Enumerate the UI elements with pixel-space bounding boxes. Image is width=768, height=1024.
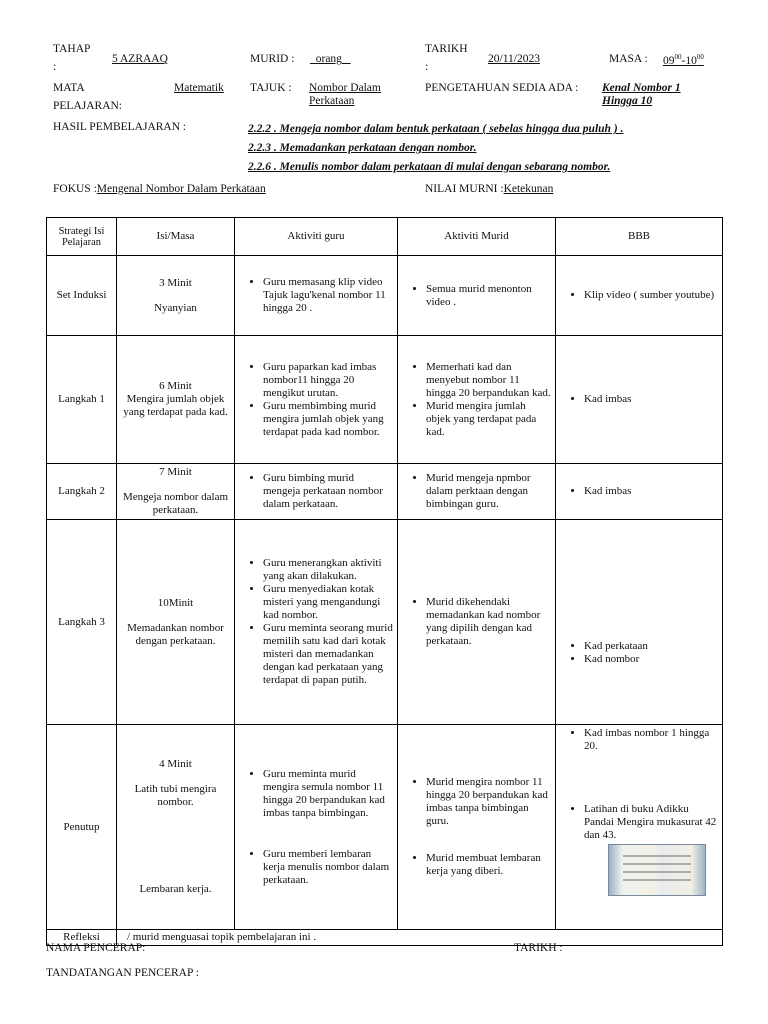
mata-value: Matematik <box>174 82 224 94</box>
isi-masa-cell: 7 Minit Mengeja nombor dalam perkataan. <box>117 464 235 520</box>
pengetahuan-value-2: Hingga 10 <box>602 95 653 107</box>
murid-cell: • Murid dikehendaki memadankan kad nombor yang dipilih dengan kad perkataan. <box>398 520 556 725</box>
hasil-label: HASIL PEMBELAJARAN : <box>53 121 187 133</box>
refleksi-label: Refleksi <box>47 930 117 946</box>
tarikh-value: 20/11/2023 <box>488 53 540 65</box>
header-aktiviti-murid: Aktiviti Murid <box>398 218 556 256</box>
guru-cell: • Guru meminta murid mengira semula nombor 11 hingga 20 berpandukan kad imbas tanpa bimbingan. • Guru memberi lembaran kerja menulis nombor dalam perkataan. <box>235 725 398 930</box>
pelajaran-label: PELAJARAN: <box>53 100 123 112</box>
guru-cell: • Guru menerangkan aktiviti yang akan dilakukan. • Guru menyediakan kotak misteri yang mengandungi kad nombor. • Guru meminta seorang murid memilih satu kad dari kotak misteri dan memadankan dengan kad perkataan yang terdapat di papan putih. <box>235 520 398 725</box>
table-row <box>47 464 723 520</box>
hasil-item-1: 2.2.2 . Mengeja nombor dalam bentuk perkataan ( sebelas hingga dua puluh ) . <box>248 123 624 135</box>
isi-masa-cell: 3 Minit Nyanyian <box>117 256 235 336</box>
table-row <box>47 520 723 725</box>
masa-label: MASA : <box>609 53 648 65</box>
header-aktiviti-guru: Aktiviti guru <box>235 218 398 256</box>
bbb-cell: • Kad imbas <box>556 464 723 520</box>
bbb-cell: • Kad imbas <box>556 336 723 464</box>
workbook-photo <box>608 844 706 896</box>
tarikh-label: TARIKH <box>425 43 468 55</box>
pengetahuan-label: PENGETAHUAN SEDIA ADA : <box>425 82 579 94</box>
strategi-cell: Penutup <box>47 725 117 930</box>
nama-pencerap-label: NAMA PENCERAP: <box>46 942 146 954</box>
pengetahuan-value-1: Kenal Nombor 1 <box>602 82 681 94</box>
mata-label: MATA <box>53 82 85 94</box>
guru-cell: • Guru paparkan kad imbas nombor11 hingga 20 mengikut urutan. • Guru membimbing murid mengira jumlah objek yang terdapat pada kad nombor. <box>235 336 398 464</box>
lesson-plan-table <box>46 217 723 946</box>
isi-masa-cell: 10Minit Memadankan nombor dengan perkataan. <box>117 520 235 725</box>
hasil-item-2: 2.2.3 . Memadankan perkataan dengan nombor. <box>248 142 477 154</box>
masa-value: $09^{00}-10^{00}$ <box>663 53 704 67</box>
tahap-value: 5 AZRAAQ <box>112 53 168 65</box>
refleksi-row <box>47 930 723 946</box>
isi-masa-cell: 4 Minit Latih tubi mengira nombor. Lembaran kerja. <box>117 725 235 930</box>
bbb-cell: • Kad imbas nombor 1 hingga 20. • Latihan di buku Adikku Pandai Mengira mukasurat 42 dan 43. <box>556 725 723 930</box>
bbb-cell: • Klip video ( sumber youtube) <box>556 256 723 336</box>
strategi-cell: Langkah 2 <box>47 464 117 520</box>
table-header-row <box>47 218 723 256</box>
tandatangan-pencerap-label: TANDATANGAN PENCERAP : <box>46 967 199 979</box>
fokus-value: Mengenal Nombor Dalam Perkataan <box>96 183 266 195</box>
fokus: FOKUS :Mengenal Nombor Dalam Perkataan <box>53 183 266 195</box>
header-bbb: BBB <box>556 218 723 256</box>
murid-value: orang <box>315 53 342 65</box>
refleksi-value: / murid menguasai topik pembelajaran ini . <box>117 930 723 946</box>
isi-masa-cell: 6 Minit Mengira jumlah objek yang terdapat pada kad. <box>117 336 235 464</box>
hasil-item-3: 2.2.6 . Menulis nombor dalam perkataan di mulai dengan sebarang nombor. <box>248 161 611 173</box>
murid-cell: • Murid mengira nombor 11 hingga 20 berpandukan kad imbas tanpa bimbingan guru. • Murid membuat lembaran kerja yang diberi. <box>398 725 556 930</box>
strategi-cell: Langkah 1 <box>47 336 117 464</box>
tajuk-label: TAJUK : <box>250 82 292 94</box>
guru-cell: • Guru bimbing murid mengeja perkataan nombor dalam perkataan. <box>235 464 398 520</box>
footer-tarikh-label: TARIKH : <box>514 942 563 954</box>
tahap-colon: : <box>53 61 57 73</box>
bbb-cell: • Kad perkataan • Kad nombor <box>556 520 723 725</box>
tahap-label: TAHAP <box>53 43 91 55</box>
header-isi-masa: Isi/Masa <box>117 218 235 256</box>
header-strategi: Strategi Isi Pelajaran <box>47 218 117 256</box>
tarikh-colon: : <box>425 61 429 73</box>
strategi-cell: Set Induksi <box>47 256 117 336</box>
table-row <box>47 256 723 336</box>
murid-label: MURID : <box>250 53 295 65</box>
murid-cell: • Semua murid menonton video . <box>398 256 556 336</box>
guru-cell: • Guru memasang klip video Tajuk lagu'kenal nombor 11 hingga 20 . <box>235 256 398 336</box>
murid-cell: • Murid mengeja npmbor dalam perktaan dengan bimbingan guru. <box>398 464 556 520</box>
tajuk-value-1: Nombor Dalam <box>309 82 381 94</box>
tajuk-value-2: Perkataan <box>309 95 355 107</box>
strategi-cell: Langkah 3 <box>47 520 117 725</box>
nilai-value: Ketekunan <box>503 183 554 195</box>
table-row <box>47 725 723 930</box>
nilai-murni: NILAI MURNI :Ketekunan <box>425 183 554 195</box>
murid-cell: • Memerhati kad dan menyebut nombor 11 hingga 20 berpandukan kad. • Murid mengira jumlah objek yang terdapat pada kad. <box>398 336 556 464</box>
table-row <box>47 336 723 464</box>
